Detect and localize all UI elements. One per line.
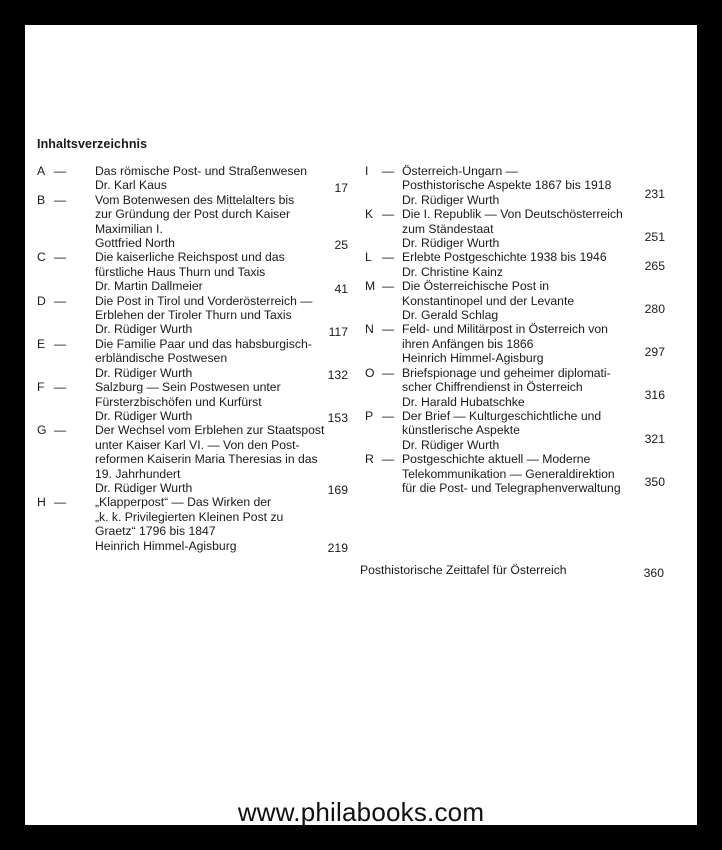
toc-entry-line: Dr. Rüdiger Wurth (95, 365, 193, 380)
toc-right-column (365, 164, 665, 495)
toc-entry-line: für die Post- und Telegraphenverwaltung (402, 480, 621, 495)
zeittafel-label: Posthistorische Zeittafel für Österreich (360, 563, 567, 577)
toc-entry-letter: E (37, 336, 46, 351)
toc-entry-line: zum Ständestaat (402, 221, 494, 236)
toc-entry (365, 366, 665, 409)
toc-entry-line: Dr. Rüdiger Wurth (402, 192, 500, 207)
toc-entry-line: scher Chiffrendienst in Österreich (402, 380, 583, 395)
toc-entry-dash: — (382, 408, 395, 423)
toc-entry-line: reformen Kaiserin Maria Theresias in das (95, 452, 318, 467)
toc-entry (37, 193, 348, 251)
toc-entry-dash: — (382, 365, 395, 380)
toc-entry-page: 231 (644, 186, 665, 201)
toc-entry-line: Gottfried North (95, 236, 175, 251)
toc-entry-line: Dr. Harald Hubatschke (402, 394, 525, 409)
toc-entry (37, 423, 348, 498)
toc-entry (365, 322, 665, 365)
toc-entry-line: Posthistorische Aspekte 1867 bis 1918 (402, 178, 612, 193)
toc-entry-dash: — (54, 423, 67, 438)
toc-entry-line: Konstantinopel und der Levante (402, 293, 575, 308)
toc-entry-line: Vom Botenwesen des Mittelalters bis (95, 192, 295, 207)
toc-entry-line: 19. Jahrhundert (95, 466, 181, 481)
toc-entry-letter: B (37, 192, 46, 207)
toc-entry-letter: F (37, 380, 45, 395)
toc-entry-letter: M (365, 279, 376, 294)
toc-title: Inhaltsverzeichnis (37, 137, 148, 151)
toc-entry (365, 164, 665, 207)
toc-entry-line: Erlebte Postgeschichte 1938 bis 1946 (402, 250, 607, 265)
toc-entry-page: 297 (644, 345, 665, 360)
toc-entry-line: Österreich-Ungarn — (402, 164, 518, 178)
toc-entry (365, 279, 665, 322)
toc-entry-dash: — (382, 322, 395, 337)
toc-entry (365, 207, 665, 250)
toc-entry (37, 294, 348, 337)
toc-entry-letter: I (365, 164, 369, 178)
toc-entry-letter: R (365, 452, 374, 467)
toc-entry-dash: — (382, 452, 395, 467)
toc-entry-dash: — (54, 192, 67, 207)
toc-entry-line: Feld- und Militärpost in Österreich von (402, 322, 608, 337)
toc-entry-dash: — (54, 293, 67, 308)
toc-entry-letter: L (365, 250, 372, 265)
toc-entry-line: Die Post in Tirol und Vorderösterreich — (95, 293, 313, 308)
toc-entry-page: 41 (334, 281, 348, 296)
toc-entry-letter: C (37, 250, 46, 265)
toc-zeittafel (360, 563, 664, 580)
toc-entry-page: 280 (644, 302, 665, 317)
toc-entry-line: Dr. Christine Kainz (402, 264, 503, 279)
toc-entry-dash: — (382, 279, 395, 294)
toc-entry-page: 219 (327, 540, 348, 555)
toc-entry-line: Der Wechsel vom Erblehen zur Staatspost (95, 423, 325, 438)
zeittafel-page: 360 (643, 566, 664, 580)
toc-entry-line: „k. k. Privilegierten Kleinen Post zu (95, 509, 284, 524)
toc-entry-letter: N (365, 322, 374, 337)
toc-entry-line: Briefspionage und geheimer diplomati- (402, 365, 611, 380)
toc-entry-line: Heinrich Himmel-Agisburg (95, 538, 237, 553)
toc-entry-line: Die I. Republik — Von Deutschösterreich (402, 207, 623, 222)
toc-entry-line: Salzburg — Sein Postwesen unter (95, 380, 281, 395)
toc-entry-line: „Klapperpost“ — Das Wirken der (95, 495, 272, 510)
toc-entry-letter: A (37, 164, 46, 178)
toc-entry-dash: — (54, 250, 67, 265)
toc-entry-page: 117 (328, 324, 348, 339)
toc-entry-dash: — (382, 164, 395, 178)
toc-entry-dash: — (54, 336, 67, 351)
toc-entry-line: Dr. Rüdiger Wurth (95, 322, 193, 337)
toc-entry-page: 169 (327, 483, 348, 498)
toc-entry-line: Dr. Karl Kaus (95, 178, 167, 193)
toc-entry-line: Heinrich Himmel-Agisburg (402, 351, 544, 366)
toc-left-column (37, 164, 348, 553)
toc-entry (37, 250, 348, 296)
toc-entry (365, 250, 665, 279)
footer-url[interactable]: www.philabooks.com (237, 797, 485, 827)
toc-entry-page: 265 (644, 258, 665, 273)
toc-entry (37, 495, 348, 553)
toc-entry-dash: — (54, 495, 67, 510)
toc-entry-page: 153 (327, 411, 348, 426)
toc-entry-letter: D (37, 293, 46, 308)
toc-entry-letter: H (37, 495, 46, 510)
toc-entry-page: 316 (644, 388, 665, 403)
toc-entry (37, 164, 348, 193)
toc-entry-line: Die Familie Paar und das habsburgisch- (95, 336, 312, 351)
toc-entry-line: Dr. Rüdiger Wurth (95, 408, 193, 423)
toc-entry-line: künstlerische Aspekte (402, 423, 520, 438)
toc-entry-line: zur Gründung der Post durch Kaiser (95, 207, 291, 222)
toc-entry (365, 452, 665, 495)
toc-entry-letter: P (365, 408, 374, 423)
toc-entry-line: Die kaiserliche Reichspost und das (95, 250, 285, 265)
toc-entry-line: Dr. Rüdiger Wurth (402, 437, 500, 452)
toc-entry-page: 251 (644, 230, 665, 245)
toc-entry-line: Dr. Martin Dallmeier (95, 279, 203, 294)
toc-entry-line: ihren Anfängen bis 1866 (402, 336, 534, 351)
toc-entry-dash: — (382, 207, 395, 222)
toc-entry (37, 380, 348, 426)
toc-entry-line: Dr. Rüdiger Wurth (402, 236, 500, 251)
toc-entry-line: erbländische Postwesen (95, 351, 228, 366)
toc-entry-line: Dr. Rüdiger Wurth (95, 480, 193, 495)
toc-entry (37, 336, 348, 383)
toc-entry-page: 321 (644, 431, 665, 446)
toc-entry-letter: G (37, 423, 47, 438)
toc-entry-page: 132 (327, 368, 348, 383)
toc-entry-line: Der Brief — Kulturgeschichtliche und (402, 408, 602, 423)
toc-entry-letter: O (365, 365, 375, 380)
toc-entry-page: 350 (644, 474, 665, 489)
toc-entry-line: Fürsterzbischöfen und Kurfürst (95, 394, 262, 409)
toc-entry-page: 25 (334, 238, 348, 253)
toc-entry-line: Erblehen der Tiroler Thurn und Taxis (95, 308, 292, 323)
toc-entry-line: Maximilian I. (95, 221, 163, 236)
toc-entry-line: Postgeschichte aktuell — Moderne (402, 452, 591, 467)
toc-entry-dash: — (54, 380, 67, 395)
toc-entry-dash: — (382, 250, 395, 265)
toc-entry (365, 409, 665, 452)
toc-entry-page: 17 (334, 180, 348, 195)
toc-entry-line: fürstliche Haus Thurn und Taxis (95, 264, 266, 279)
toc-entry-line: Das römische Post- und Straßenwesen (95, 164, 308, 178)
toc-entry-letter: K (365, 207, 374, 222)
toc-entry-line: Dr. Gerald Schlag (402, 308, 499, 323)
toc-entry-line: unter Kaiser Karl VI. — Von den Post- (95, 437, 300, 452)
toc-entry-line: Telekommunikation — Generaldirektion (402, 466, 615, 481)
toc-entry-line: Die Österreichische Post in (402, 279, 549, 294)
toc-entry-line: Graetz“ 1796 bis 1847 (95, 524, 216, 539)
toc-entry-dash: — (54, 164, 67, 178)
